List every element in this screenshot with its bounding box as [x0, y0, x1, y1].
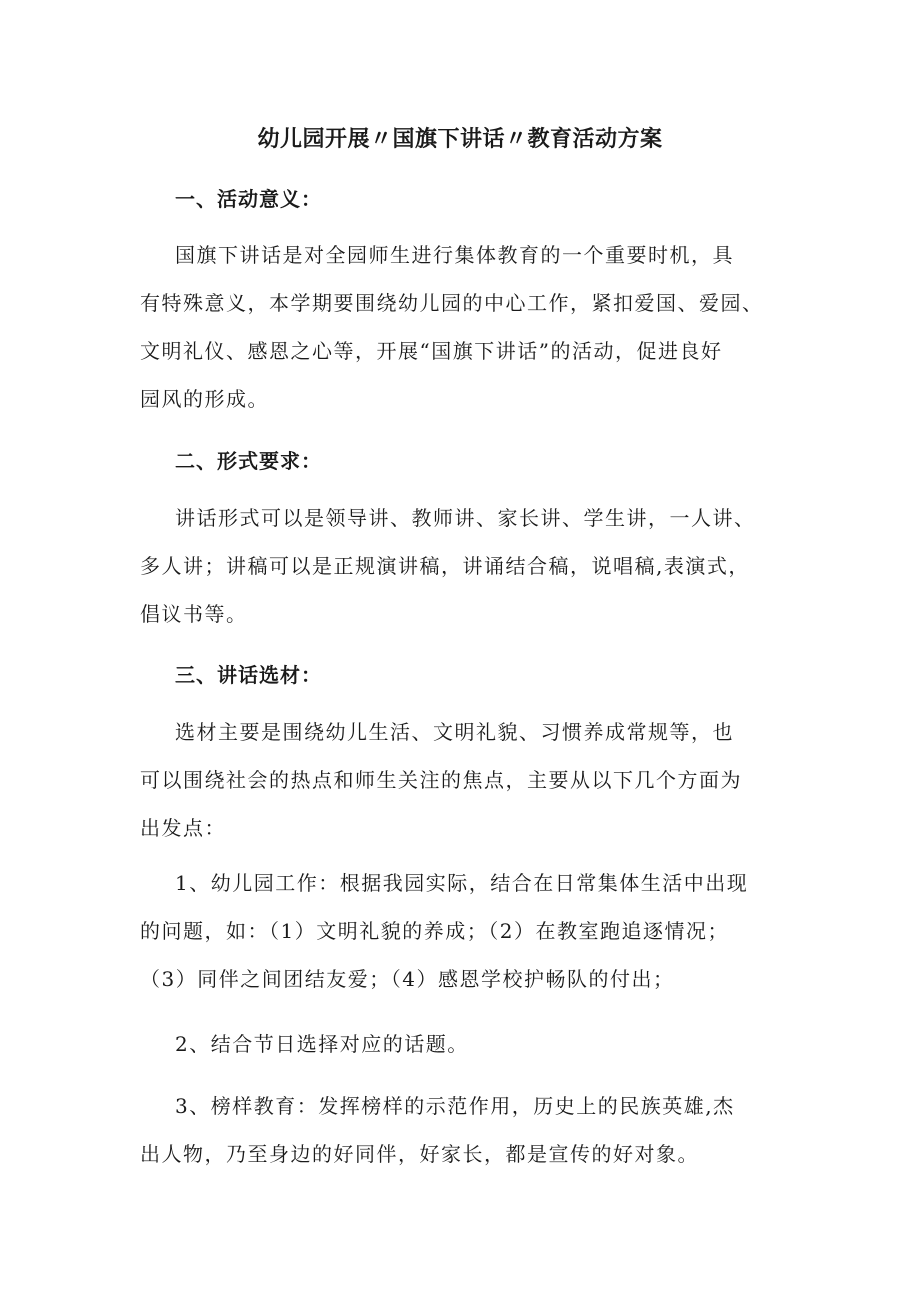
paragraph-line: 多人讲；讲稿可以是正规演讲稿，讲诵结合稿，说唱稿,表演式，: [140, 554, 750, 578]
paragraph-line: 园风的形成。: [140, 387, 269, 411]
paragraph-line: 的问题，如：（1）文明礼貌的养成；（2）在教室跑追逐情况；: [140, 919, 729, 943]
paragraph-line: 3、榜样教育：发挥榜样的示范作用，历史上的民族英雄,杰: [175, 1094, 735, 1118]
paragraph-format: [140, 494, 785, 638]
paragraph-line: 有特殊意义，本学期要围绕幼儿园的中心工作，紧扣爱国、爱园、: [140, 291, 764, 315]
document-title: 幼儿园开展〃国旗下讲话〃教育活动方案: [257, 127, 663, 152]
paragraph-line: 选材主要是围绕幼儿生活、文明礼貌、习惯养成常规等，也: [175, 720, 734, 744]
paragraph-topic-festivals: [140, 1020, 785, 1068]
paragraph-topics-intro: [140, 708, 785, 852]
section-heading-format: 二、形式要求：: [175, 449, 322, 473]
paragraph-line: 可以围绕社会的热点和师生关注的焦点，主要从以下几个方面为: [140, 768, 742, 792]
paragraph-topic-role-models: [140, 1082, 785, 1178]
paragraph-line: 讲话形式可以是领导讲、教师讲、家长讲、学生讲，一人讲、: [175, 506, 756, 530]
paragraph-line: 2、结合节日选择对应的话题。: [175, 1032, 469, 1056]
paragraph-line: 出发点：: [140, 816, 226, 840]
paragraph-significance: [140, 231, 785, 423]
paragraph-line: 文明礼仪、感恩之心等，开展“国旗下讲话”的活动，促进良好: [140, 339, 723, 363]
section-heading-significance: 一、活动意义：: [175, 187, 322, 211]
paragraph-line: 国旗下讲话是对全园师生进行集体教育的一个重要时机，具: [175, 243, 734, 267]
paragraph-line: 1、幼儿园工作：根据我园实际，结合在日常集体生活中出现: [175, 871, 749, 895]
paragraph-line: 出人物，乃至身边的好同伴，好家长，都是宣传的好对象。: [140, 1142, 699, 1166]
section-heading-topics: 三、讲话选材：: [175, 663, 322, 687]
paragraph-line: 倡议书等。: [140, 602, 248, 626]
paragraph-topic-kindergarten-work: [140, 859, 785, 1003]
paragraph-line: （3）同伴之间团结友爱；（4）感恩学校护畅队的付出；: [140, 967, 675, 991]
